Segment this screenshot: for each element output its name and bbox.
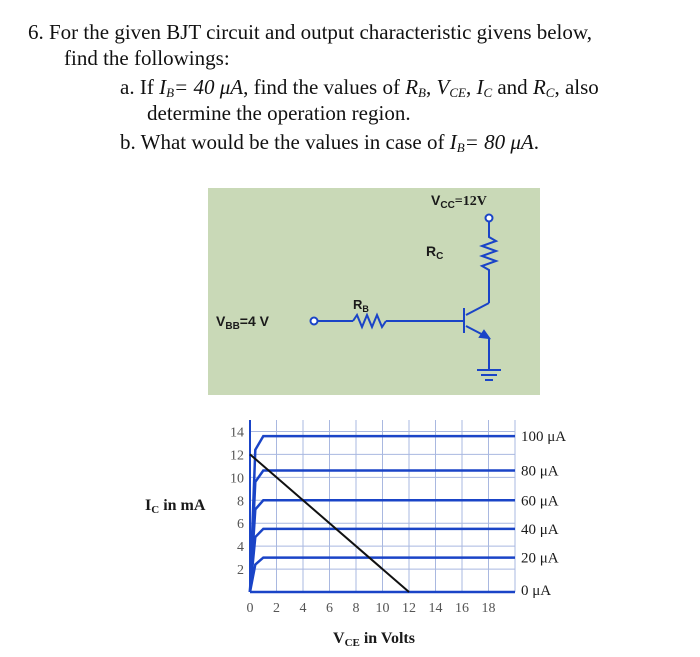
- curve-label: 60 μA: [521, 493, 559, 510]
- x-tick-label: 14: [428, 601, 443, 616]
- vce-sub: CE: [449, 85, 466, 100]
- rb-label: $R_B$: [353, 297, 369, 314]
- curve-label: 80 μA: [521, 463, 559, 480]
- part-a-label: a.: [120, 75, 135, 99]
- part-b-text: What would be the values in case of: [140, 130, 450, 154]
- ib-sub: B: [166, 85, 175, 100]
- x-tick-label: 0: [246, 601, 254, 616]
- part-b-text-end: .: [533, 130, 539, 154]
- y-tick-label: 6: [237, 517, 244, 533]
- ib-symbol: I: [159, 75, 167, 99]
- question-line-2: [64, 46, 230, 70]
- question-text-2: find the followings:: [64, 46, 230, 70]
- part-a-text: If: [139, 75, 160, 99]
- y-tick-label: 8: [237, 494, 244, 510]
- part-a-text-end: , also: [554, 75, 599, 99]
- rc-sub: C: [545, 85, 555, 100]
- x-tick-label: 2: [273, 601, 280, 616]
- part-a-text-mid: , find the values of: [243, 75, 406, 99]
- ic-sub: C: [483, 85, 493, 100]
- question-number: 6.: [28, 20, 44, 44]
- ib-sub-b: B: [456, 140, 465, 155]
- curve-label: 40 μA: [521, 521, 559, 538]
- y-tick-label: 14: [230, 425, 244, 441]
- rb-symbol: R: [405, 75, 419, 99]
- y-tick-label: 4: [237, 540, 244, 556]
- ib-value-b: = 80 μA: [464, 130, 534, 154]
- vbb-label: $V_{BB}=4$ V: [216, 313, 269, 332]
- curve-label: 0 μA: [521, 583, 552, 599]
- y-tick-label: 12: [230, 448, 244, 464]
- ic-symbol: I: [476, 75, 484, 99]
- x-tick-label: 10: [375, 601, 390, 616]
- vbb-terminal: [311, 318, 318, 325]
- ib-symbol-b: I: [449, 130, 457, 154]
- part-b-label: b.: [120, 130, 136, 154]
- x-axis-label: VCE in Volts: [333, 630, 415, 649]
- curve-label: 100 μA: [521, 429, 567, 446]
- vce-symbol: V: [436, 75, 450, 99]
- y-tick-label: 10: [230, 471, 244, 487]
- y-tick-labels: [230, 425, 244, 578]
- x-tick-label: 18: [481, 601, 496, 616]
- x-tick-labels: [247, 601, 496, 616]
- rc-symbol: R: [532, 75, 546, 99]
- x-tick-label: 8: [352, 601, 360, 616]
- question-line-1: [28, 20, 592, 44]
- rb-sub: B: [418, 85, 426, 100]
- x-tick-label: 6: [326, 601, 333, 616]
- vcc-label: $V_{CC}=12V$: [431, 192, 487, 211]
- question-text-1: For the given BJT circuit and output characteristic givens below,: [49, 20, 592, 44]
- x-tick-label: 4: [299, 601, 307, 616]
- part-a-line-2: [147, 101, 411, 125]
- y-axis-label: IC in mA: [145, 497, 206, 516]
- curve-labels: [521, 429, 566, 599]
- chart-grid: [250, 420, 515, 592]
- part-b-line: [120, 130, 539, 160]
- ib-value: = 40 μA: [174, 75, 244, 99]
- bjt-circuit-diagram: [208, 188, 540, 395]
- part-a-text-2: determine the operation region.: [147, 101, 411, 125]
- x-tick-label: 12: [402, 601, 416, 616]
- x-tick-label: 16: [455, 601, 469, 616]
- y-tick-label: 2: [237, 563, 244, 579]
- curve-label: 20 μA: [521, 550, 559, 567]
- output-characteristic-chart: [0, 400, 700, 657]
- part-a-line-1: a. If $I_B= 40$ μA, find the values of $R_B$, $V_{CE}$, $I_C$ and $R_C$, also: [120, 75, 599, 100]
- rc-label: $R_C$: [426, 243, 444, 262]
- vcc-terminal: [486, 215, 493, 222]
